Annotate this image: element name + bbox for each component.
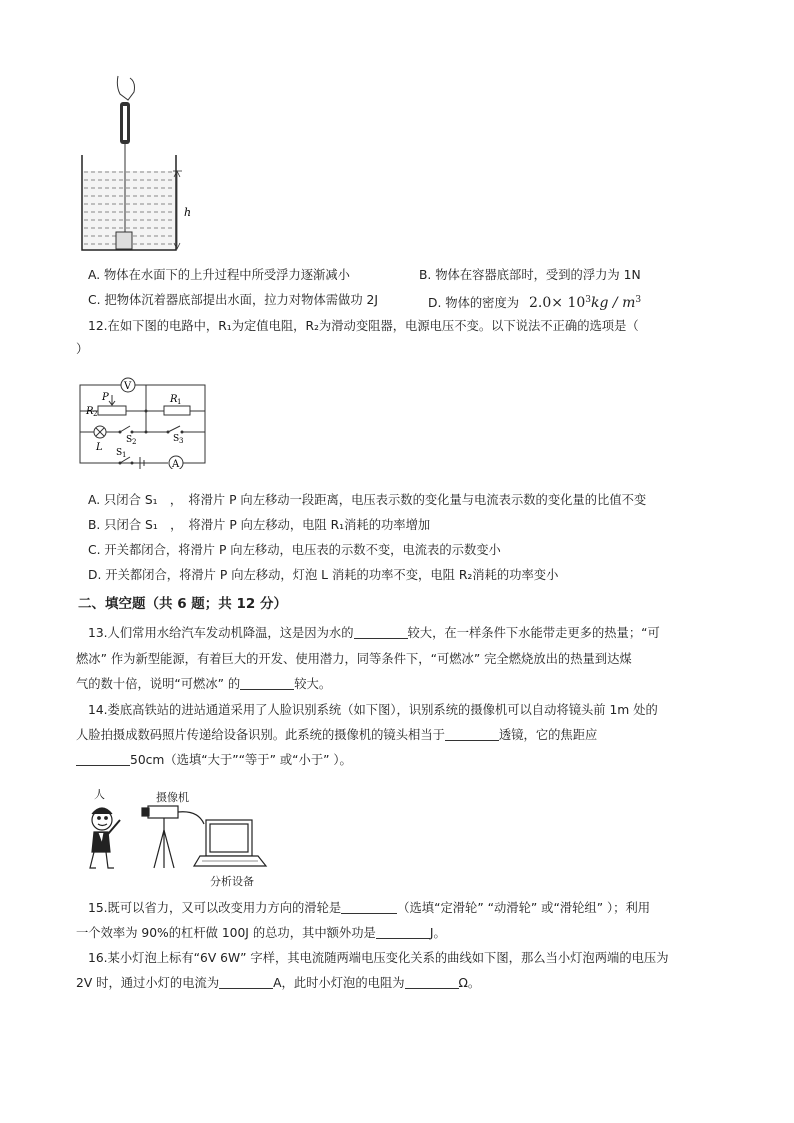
q12-stem-line2: ） — [76, 342, 89, 356]
q11-option-b: B. 物体在容器底部时，受到的浮力为 1N — [419, 268, 641, 282]
q12-option-c: C. 开关都闭合，将滑片 P 向左移动，电压表的示数不变，电流表的示数变小 — [88, 543, 501, 557]
q14-line2 — [76, 727, 597, 743]
q16-line1: 16.某小灯泡上标有“6V 6W” 字样，其电流随两端电压变化关系的曲线如下图，那么当小灯泡两端的电压为 — [88, 951, 669, 965]
q14-blank-1[interactable] — [445, 728, 499, 741]
q13-line3 — [76, 676, 331, 692]
q13-line1 — [88, 625, 660, 641]
r2-sub: 2 — [93, 410, 98, 418]
s1-sub: 1 — [122, 451, 127, 459]
q16-text-c: Ω。 — [458, 976, 481, 990]
q15-text-b: （选填“定滑轮” “动滑轮” 或“滑轮组” ）；利用 — [397, 901, 651, 915]
q13-line2: 燃冰” 作为新型能源，有着巨大的开发、使用潜力，同等条件下，“可燃冰” 完全燃烧放出的热量到达煤 — [76, 652, 632, 666]
camera-label: 摄像机 — [156, 791, 189, 804]
r1-label: R — [170, 394, 178, 405]
q15-blank-2[interactable] — [376, 926, 430, 939]
q12-option-b: B. 只闭合 S₁ ， 将滑片 P 向左移动，电阻 R₁消耗的功率增加 — [88, 518, 431, 532]
s2-sub: 2 — [132, 438, 137, 446]
density-unit-exp: 3 — [635, 295, 642, 305]
density-exp: 3 — [585, 295, 591, 305]
s2-label: S — [126, 435, 133, 445]
q16-text-b: A，此时小灯泡的电阻为 — [273, 976, 405, 990]
depth-label: h — [184, 206, 192, 219]
q13-blank-2[interactable] — [240, 677, 294, 690]
density-unit: kg / m — [591, 295, 636, 312]
q13-text-c: 气的数十倍，说明“可燃冰” 的 — [76, 677, 241, 691]
camera-icon — [142, 806, 178, 868]
q14-blank-2[interactable] — [76, 753, 130, 766]
q13-text-b: 较大，在一样条件下水能带走更多的热量；“可 — [407, 626, 660, 640]
q11-option-d — [428, 292, 641, 311]
q15-text-d: J。 — [429, 926, 446, 940]
buoyancy-figure — [70, 72, 200, 258]
q15-blank-1[interactable] — [341, 901, 397, 914]
lamp-label: L — [96, 442, 103, 453]
face-recognition-figure — [80, 800, 280, 872]
voltmeter-label: V — [124, 381, 132, 392]
s1-label: S — [116, 448, 123, 458]
q15-line2 — [76, 925, 446, 941]
q15-line1 — [88, 900, 650, 916]
q11-option-a: A. 物体在水面下的上升过程中所受浮力逐渐减小 — [88, 268, 350, 282]
ammeter-label: A — [172, 459, 180, 469]
s3-sub: 3 — [179, 437, 184, 445]
density-value: 2.0 — [529, 295, 552, 312]
q14-text-c: 50cm（选填“大于”“等于” 或“小于” ）。 — [130, 753, 352, 767]
q13-text-d: 较大。 — [294, 677, 332, 691]
block — [116, 232, 132, 249]
hand-icon — [117, 76, 134, 100]
section-title: 二、填空题（共 6 题；共 12 分） — [78, 596, 287, 612]
circuit-diagram — [76, 375, 210, 469]
q14-line1: 14.娄底高铁站的进站通道采用了人脸识别系统（如下图），识别系统的摄像机可以自动将镜头前 1m 处的 — [88, 703, 658, 717]
q15-text-a: 15.既可以省力，又可以改变用力方向的滑轮是 — [88, 901, 342, 915]
q14-text-b: 透镜，它的焦距应 — [498, 728, 598, 742]
q15-text-c: 一个效率为 90%的杠杆做 100J 的总功，其中额外功是 — [76, 926, 376, 940]
q16-blank-2[interactable] — [405, 976, 459, 989]
slider-label: P — [102, 392, 109, 403]
q11-option-d-prefix: D. 物体的密度为 — [428, 296, 520, 311]
density-times: × 10 — [551, 295, 586, 312]
laptop-icon — [194, 820, 266, 866]
r1-sub: 1 — [177, 398, 182, 406]
q14-text-a: 人脸拍摄成数码照片传递给设备识别。此系统的摄像机的镜头相当于 — [76, 728, 445, 742]
person-label: 人 — [94, 788, 105, 801]
q13-blank-1[interactable] — [354, 626, 408, 639]
q16-text-a: 2V 时，通过小灯的电流为 — [76, 976, 220, 990]
q16-blank-1[interactable] — [219, 976, 273, 989]
q11-option-c: C. 把物体沉着器底部提出水面，拉力对物体需做功 2J — [88, 293, 378, 307]
person-icon — [90, 808, 120, 868]
q12-option-d: D. 开关都闭合，将滑片 P 向左移动，灯泡 L 消耗的功率不变，电阻 R₂消耗的功率变小 — [88, 568, 559, 582]
q14-line3 — [76, 752, 352, 768]
q13-text-a: 13.人们常用水给汽车发动机降温，这是因为水的 — [88, 626, 354, 640]
r2-label: R — [86, 406, 94, 417]
q12-stem-line1: 12.在如下图的电路中，R₁为定值电阻，R₂为滑动变阻器，电源电压不变。以下说法不正确的选项是（ — [88, 319, 639, 333]
q16-line2 — [76, 975, 480, 991]
q12-option-a: A. 只闭合 S₁ ， 将滑片 P 向左移动一段距离，电压表示数的变化量与电流表示数的变化量的比值不变 — [88, 493, 647, 507]
device-label: 分析设备 — [210, 875, 254, 888]
s3-label: S — [173, 434, 180, 444]
